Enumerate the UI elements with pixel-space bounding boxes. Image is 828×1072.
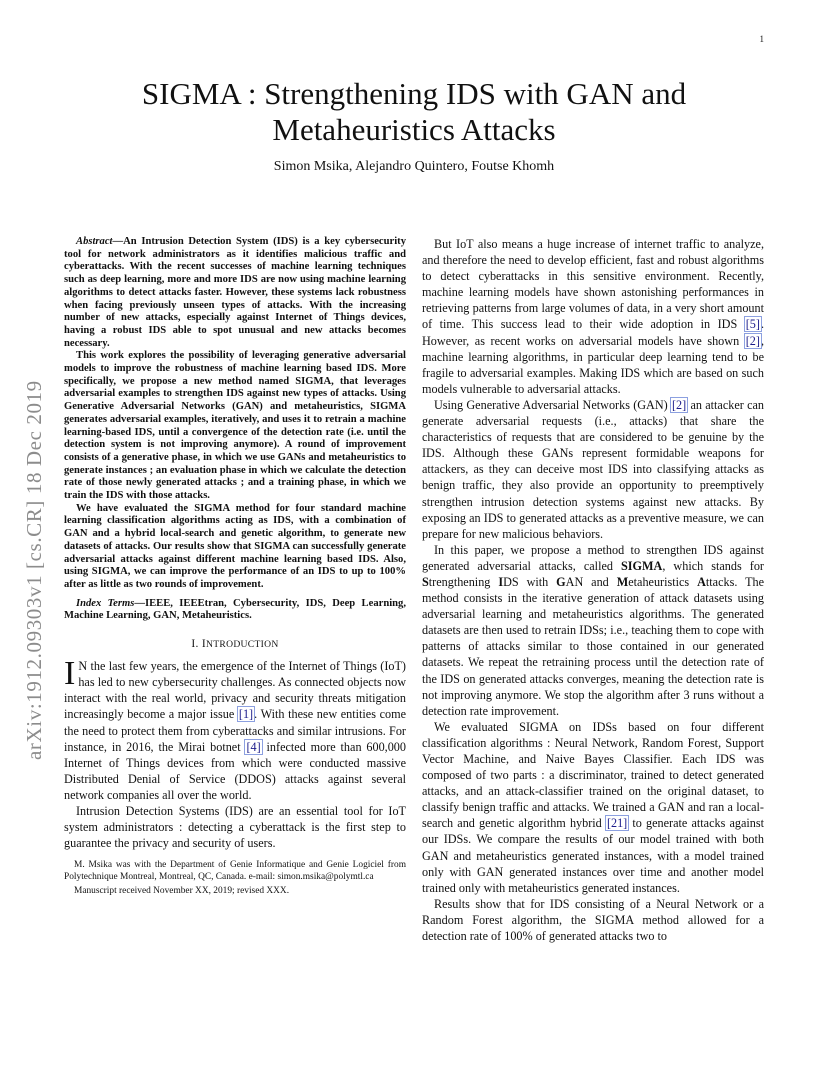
abstract-paragraph-2: This work explores the possibility of leveraging generative adversarial models to improve the robustness of machine learning based IDS. More specifically, we propose a new method named SIGMA, that leverages adversarial examples to strengthen IDS against new types of attacks. Using Generative Adversarial Networks (GAN) and metaheuristics, SIGMA generates adversarial examples, iteratively, and uses it to retrain a machine learning-based IDS, until a convergence of the detection rate (i.e. until the detection system is not improving anymore). A round of improvement consists of a generative phase, in which we use GANs and metaheuristics to generate instances ; an evaluation phase in which we calculate the detection rate of those newly generated attacks ; and a training phase, in which we train the IDS with those attacks. [64, 350, 406, 502]
author-list: Simon Msika, Alejandro Quintero, Foutse Khomh [273, 159, 555, 174]
page-number: 1 [759, 34, 764, 44]
right-text-3d: DS with [503, 574, 557, 589]
citation-link[interactable]: [5] [745, 317, 760, 332]
section-heading-rest: NTRODUCTION [206, 639, 279, 651]
abstract [64, 236, 406, 592]
right-column [422, 236, 764, 944]
abstract-paragraph-1 [64, 236, 406, 350]
intro-paragraph-2: Intrusion Detection Systems (IDS) are an essential tool for IoT system administrators : detecting a cyberattack is the first step to guarantee the privacy and security of users. [64, 804, 406, 851]
right-text-1b: . However, as recent works on adversarial models have shown [422, 317, 764, 348]
citation-link[interactable]: [4] [246, 739, 261, 754]
method-name: SIGMA [621, 558, 663, 573]
abstract-label: Abstract [76, 236, 113, 247]
right-text-3b: , which stands for [662, 558, 764, 573]
right-paragraph-5: Results show that for IDS consisting of a Neural Network or a Random Forest algorithm, the SIGMA method allowed for a detection rate of 100% of generated attacks two to [422, 896, 764, 944]
citation-link[interactable]: [21] [606, 816, 628, 831]
right-text-3g: ttacks. The method consists in the iterative generation of attack datasets using adversarial learning and metaheuristics algorithms. The generated datasets are then used to retrain IDSs; i.e., teaching them to cope with patterns of attacks similar to those contained in our generated datasets. We repeat the retraining process until the detection rate of the IDS on generated attacks converges, meaning the detection rate is not improving anymore. We stop the algorithm after 3 runs without a detection rate improvement. [422, 574, 765, 718]
intro-text-c: infected more than 600,000 Internet of Things devices from which were conducted massive Distributed Denial of Service (DDOS) attacks against several network companies all over the world. [64, 739, 406, 802]
right-text-3e: AN and [565, 574, 617, 589]
right-text-3c: trengthening [428, 574, 499, 589]
section-heading-cap: I [201, 638, 207, 651]
index-terms [64, 598, 406, 623]
acronym-letter-a: A [697, 574, 706, 589]
drop-cap: I [64, 655, 76, 693]
right-paragraph-1 [422, 236, 764, 397]
abstract-text-1: —An Intrusion Detection System (IDS) is a key cybersecurity tool for network administrators as it identifies malicious traffic and cyberattacks. With the recent successes of machine learning techniques such as deep learning, more and more IDS are now using machine learning algorithms to detect attacks faster. However, these systems lack robustness when facing previously unseen types of attacks. With the increasing number of new attacks, especially against Internet of Things devices, having a robust IDS able to spot unusual and new attacks becomes necessary. [64, 236, 406, 349]
footnote [64, 860, 406, 897]
footnote-affiliation: M. Msika was with the Department of Genie Informatique and Genie Logiciel from Polytechnique Montreal, Montreal, QC, Canada. e-mail: simon.msika@polymtl.ca [64, 860, 406, 882]
citation-link[interactable]: [2] [745, 333, 760, 348]
acronym-letter-g: G [556, 574, 566, 589]
index-terms-text: —IEEE, IEEEtran, Cybersecurity, IDS, Deep Learning, Machine Learning, GAN, Metaheuristics. [64, 597, 406, 622]
right-paragraph-4 [422, 719, 764, 896]
citation-link[interactable]: [2] [672, 397, 687, 412]
right-text-2a: Using Generative Adversarial Networks (GAN) [434, 397, 671, 412]
right-text-4a: We evaluated SIGMA on IDSs based on four different classification algorithms : Neural Network, Random Forest, Support Vector Machine, and Naive Bayes Classifier. Each IDS was composed of two parts : a discriminator, trained to detect generated attacks, and an attack-classifier trained on the original dataset, to classify benign traffic and attacks. We trained a GAN and ran a local-search and genetic algorithm hybrid [422, 719, 764, 831]
title-line-1: SIGMA : Strengthening IDS with GAN and [141, 76, 687, 111]
arxiv-identifier: arXiv:1912.09303v1 [cs.CR] 18 Dec 2019 [22, 380, 46, 760]
index-terms-label: Index Terms [76, 597, 135, 609]
intro-text-a: N the last few years, the emergence of the Internet of Things (IoT) has led to new cybersecurity challenges. As connected objects now interact with the real world, privacy and security threats mitigation increasingly become a major issue [64, 659, 406, 722]
intro-text-b: . With these new entities come the need to protect them from cyberattacks and similar intrusions. For instance, in 2016, the Mirai botnet [64, 707, 406, 754]
right-text-1c: , machine learning algorithms, in particular deep learning tend to be fragile to adversarial examples. Making IDS which are based on such models vulnerable to adversarial attacks. [422, 333, 764, 396]
right-text-3a: In this paper, we propose a method to strengthen IDS against generated adversarial attacks, called [422, 542, 764, 573]
footnote-received: Manuscript received November XX, 2019; revised XXX. [74, 886, 290, 897]
abstract-paragraph-3: We have evaluated the SIGMA method for four standard machine learning classification algorithms acting as IDS, with a combination of GAN and a hybrid local-search and genetic algorithm, to generate new datasets of attacks. Our results show that SIGMA can successfully generate adversarial attacks against different machine learning based IDS. Also, using SIGMA, we can improve the performance of an IDS to up to 100% after as little as two rounds of improvement. [64, 502, 406, 590]
intro-body [64, 655, 406, 851]
right-paragraph-2 [422, 397, 764, 542]
acronym-letter-m: M [616, 574, 629, 589]
citation-link[interactable]: [1] [238, 707, 254, 722]
section-numeral: I. [191, 638, 202, 651]
left-column [64, 236, 406, 898]
section-heading-introduction [64, 636, 406, 653]
right-text-2b: an attacker can generate adversarial requests (i.e., attacks) that share the characteristics of requests that are considered to be genuine by the IDS. Although these GANs represent formidable weapons for attackers, as they can deceive most IDS into classifying attacks as benign traffic, they also provide an opportunity to preemptively strengthen intrusion detection systems against new attacks. By exposing an IDS to generated attacks as a preventive measure, we can prepare for new malicious behaviors. [422, 397, 764, 541]
right-text-3f: etaheuristics [628, 574, 698, 589]
acronym-letter-i: I [498, 574, 504, 589]
paper-title [0, 76, 828, 148]
right-paragraph-3 [422, 542, 764, 719]
title-line-2: Metaheuristics Attacks [272, 112, 556, 147]
right-text-4b: to generate attacks against our IDSs. We compare the results of our model trained with both GAN and metaheuristics generated instances, with a model trained only with GAN generated instances over time and another model trained only with metaheuristics generated instances. [422, 816, 765, 895]
right-text-1a: But IoT also means a huge increase of internet traffic to analyze, and therefore the need to develop efficient, fast and robust algorithms to detect cyberattacks in this sensitive environment. Recently, machine learning models have shown astonishing performances in retrieving patterns from large volumes of data, in a very short amount of time. This success lead to their wide adoption in IDS [422, 237, 764, 332]
intro-paragraph-1 [64, 655, 406, 803]
acronym-letter-s: S [422, 574, 429, 589]
